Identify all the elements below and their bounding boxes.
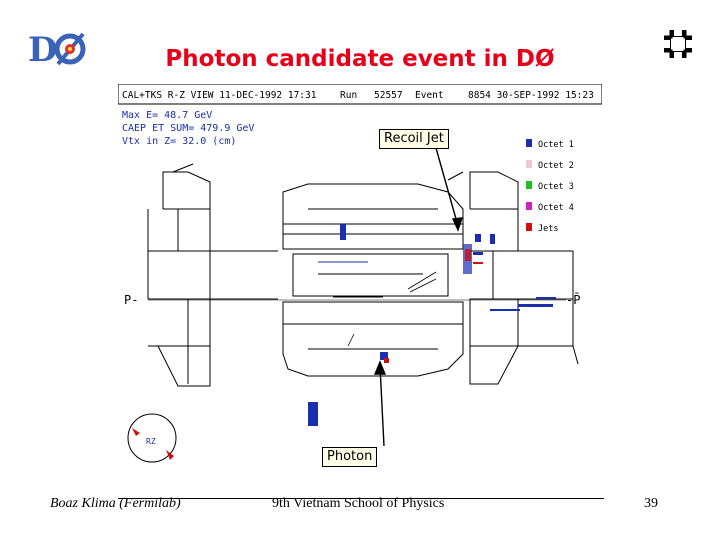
octet-legend (526, 139, 574, 234)
deposit-cell (340, 224, 346, 240)
jet-tracks (348, 272, 436, 346)
deposit-cell (490, 309, 520, 311)
recoil-jet-deposit (465, 249, 471, 261)
deposit-cell (473, 252, 483, 255)
legend-swatch-octet1 (526, 139, 532, 147)
rz-inset (128, 414, 176, 462)
legend-label-octet1: Octet 1 (538, 140, 574, 150)
deposit-cell (308, 402, 318, 426)
deposit-cell (475, 234, 481, 242)
deposit-cell (518, 304, 553, 307)
info-vertex: Vtx in Z= 32.0 (cm) (122, 136, 237, 147)
header-event-label: Event (415, 90, 444, 101)
legend-swatch-jets (526, 223, 532, 231)
beam-label-right: -P̄ (566, 293, 581, 307)
header-run-label: Run (340, 90, 358, 101)
recoil-arrow-line (436, 148, 458, 226)
svg-text:D: D (28, 30, 58, 68)
legend-swatch-octet2 (526, 160, 532, 168)
track-hits (318, 261, 368, 263)
slide-title: Photon candidate event in DØ (165, 46, 555, 72)
deposit-cell (536, 297, 556, 299)
photon-arrow-line (380, 366, 384, 446)
photon-label: Photon (322, 447, 377, 467)
deposit-cell (490, 234, 495, 244)
header-right-text: 8854 30-SEP-1992 15:23 (468, 90, 594, 101)
header-left-text: CAL+TKS R-Z VIEW 11-DEC-1992 17:31 (122, 90, 317, 101)
info-et-sum: CAEP ET SUM= 479.9 GeV (122, 123, 255, 134)
header-run-number: 52557 (374, 90, 403, 101)
callout-arrows (375, 148, 462, 446)
legend-label-octet2: Octet 2 (538, 161, 574, 171)
page-number: 39 (644, 496, 658, 511)
event-display (118, 84, 602, 472)
beam-label-left: P- (124, 293, 139, 307)
photon-deposit (384, 358, 389, 363)
legend-swatch-octet4 (526, 202, 532, 210)
legend-label-octet3: Octet 3 (538, 182, 574, 192)
rz-inset-label: RZ (146, 437, 156, 446)
info-max-e: Max E= 48.7 GeV (122, 110, 213, 121)
recoil-jet-label: Recoil Jet (379, 129, 449, 149)
photon-arrow-head (375, 362, 385, 374)
legend-swatch-octet3 (526, 181, 532, 189)
calorimeter-outline (148, 164, 581, 386)
footer-school: 9th Vietnam School of Physics (272, 496, 445, 511)
footer-author: Boaz Klima (Fermilab) (50, 496, 181, 511)
legend-label-jets: Jets (538, 224, 559, 234)
legend-label-octet4: Octet 4 (538, 203, 574, 213)
deposit-cell (473, 262, 483, 264)
